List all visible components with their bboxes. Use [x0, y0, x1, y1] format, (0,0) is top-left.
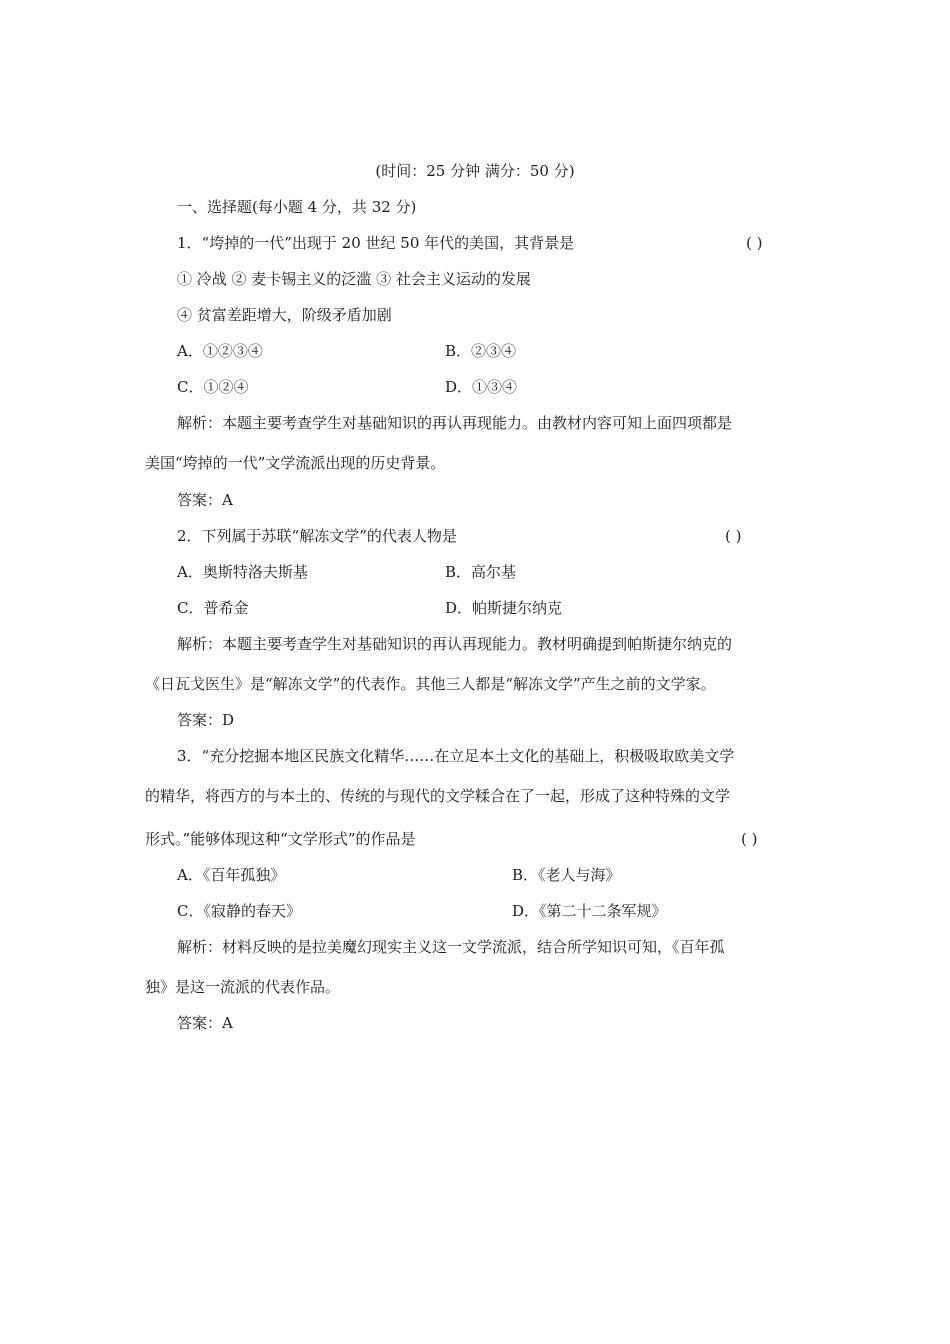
analysis-text: 解析：本题主要考查学生对基础知识的再认再现能力。教材明确提到帕斯捷尔纳克的 — [177, 635, 733, 653]
answer-text: 答案：A — [177, 1014, 233, 1032]
answer-text: 答案：D — [177, 711, 235, 729]
option-d: D．帕斯捷尔纳克 — [445, 599, 563, 617]
analysis-text: 美国“垮掉的一代”文学流派出现的历史背景。 — [145, 454, 446, 472]
option-c: C．《寂静的春天》 — [177, 902, 301, 920]
option-b: B．②③④ — [445, 342, 517, 360]
analysis-text: 解析：本题主要考查学生对基础知识的再认再现能力。由教材内容可知上面四项都是 — [177, 414, 733, 432]
analysis-text: 独》是这一流派的代表作品。 — [145, 978, 341, 996]
question-stem: 的精华，将西方的与本土的、传统的与现代的文学糅合在了一起，形成了这种特殊的文学 — [145, 787, 731, 805]
answer-parentheses: ( ) — [725, 527, 742, 545]
option-b: B．《老人与海》 — [512, 866, 621, 884]
question-stem: 1．“垮掉的一代”出现于 20 世纪 50 年代的美国，其背景是 — [177, 234, 575, 252]
answer-text: 答案：A — [177, 491, 233, 509]
option-a: A．奥斯特洛夫斯基 — [177, 563, 308, 581]
option-b: B．高尔基 — [445, 563, 517, 581]
time-score-header: (时间：25 分钟 满分：50 分) — [375, 162, 575, 180]
option-a: A．《百年孤独》 — [177, 866, 286, 884]
question-stem: 3．“充分挖掘本地区民族文化精华……在立足本土文化的基础上，积极吸取欧美文学 — [177, 747, 735, 765]
analysis-text: 解析：材料反映的是拉美魔幻现实主义这一文学流派，结合所学知识可知，《百年孤 — [177, 938, 725, 956]
premise-item: ① 冷战 ② 麦卡锡主义的泛滥 ③ 社会主义运动的发展 — [177, 270, 531, 288]
option-a: A．①②③④ — [177, 342, 263, 360]
question-stem: 2．下列属于苏联“解冻文学”的代表人物是 — [177, 527, 457, 545]
option-c: C．①②④ — [177, 378, 249, 396]
option-d: D．①③④ — [445, 378, 518, 396]
section-title: 一、选择题(每小题 4 分，共 32 分) — [177, 198, 417, 216]
option-d: D．《第二十二条军规》 — [512, 902, 667, 920]
analysis-text: 《日瓦戈医生》是“解冻文学”的代表作。其他三人都是“解冻文学”产生之前的文学家。 — [145, 675, 716, 693]
option-c: C．普希金 — [177, 599, 249, 617]
question-stem: 形式。”能够体现这种“文学形式”的作品是 — [145, 830, 416, 848]
premise-item: ④ 贫富差距增大，阶级矛盾加剧 — [177, 306, 392, 324]
answer-parentheses: ( ) — [741, 830, 758, 848]
answer-parentheses: ( ) — [746, 234, 763, 252]
